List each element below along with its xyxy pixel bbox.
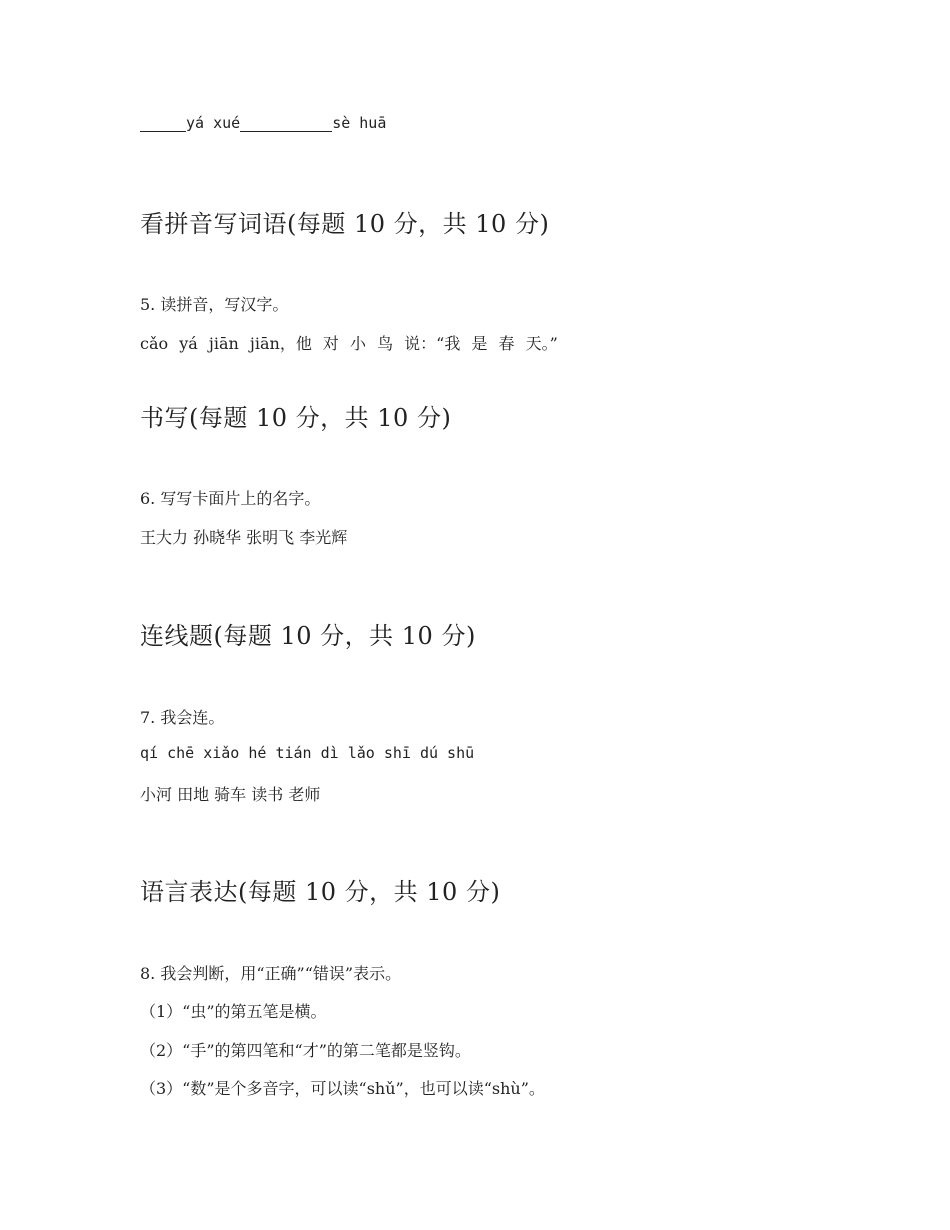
question-line: cǎo yá jiān jiān，他 对 小 鸟 说：“我 是 春 天。” — [140, 334, 558, 353]
pinyin-text: yá xué — [186, 114, 241, 132]
section-heading: 书写(每题 10 分，共 10 分) — [140, 404, 452, 432]
question-line: 王大力 孙晓华 张明飞 李光辉 — [140, 528, 348, 547]
section-heading: 语言表达(每题 10 分，共 10 分) — [140, 878, 501, 906]
question-line: （1）“虫”的第五笔是横。 — [140, 1002, 327, 1021]
pinyin-text: sè huā — [332, 114, 387, 132]
question-line: （2）“手”的第四笔和“才”的第二笔都是竖钩。 — [140, 1041, 471, 1060]
section-heading: 看拼音写词语(每题 10 分，共 10 分) — [140, 210, 550, 238]
answer-blank[interactable] — [240, 114, 332, 132]
answer-blank[interactable] — [140, 114, 186, 132]
section-heading: 连线题(每题 10 分，共 10 分) — [140, 622, 476, 650]
question-text: 7. 我会连。 — [140, 708, 225, 727]
question-line: （3）“数”是个多音字，可以读“shǔ”，也可以读“shù”。 — [140, 1079, 545, 1098]
question-text: 6. 写写卡面片上的名字。 — [140, 489, 321, 508]
question-line: 小河 田地 骑车 读书 老师 — [140, 785, 321, 804]
question-text: 8. 我会判断，用“正确”“错误”表示。 — [140, 964, 402, 983]
pinyin-blank-line — [140, 114, 386, 132]
question-text: 5. 读拼音，写汉字。 — [140, 295, 289, 314]
question-line: qí chē xiǎo hé tián dì lǎo shī dú shū — [140, 744, 475, 762]
